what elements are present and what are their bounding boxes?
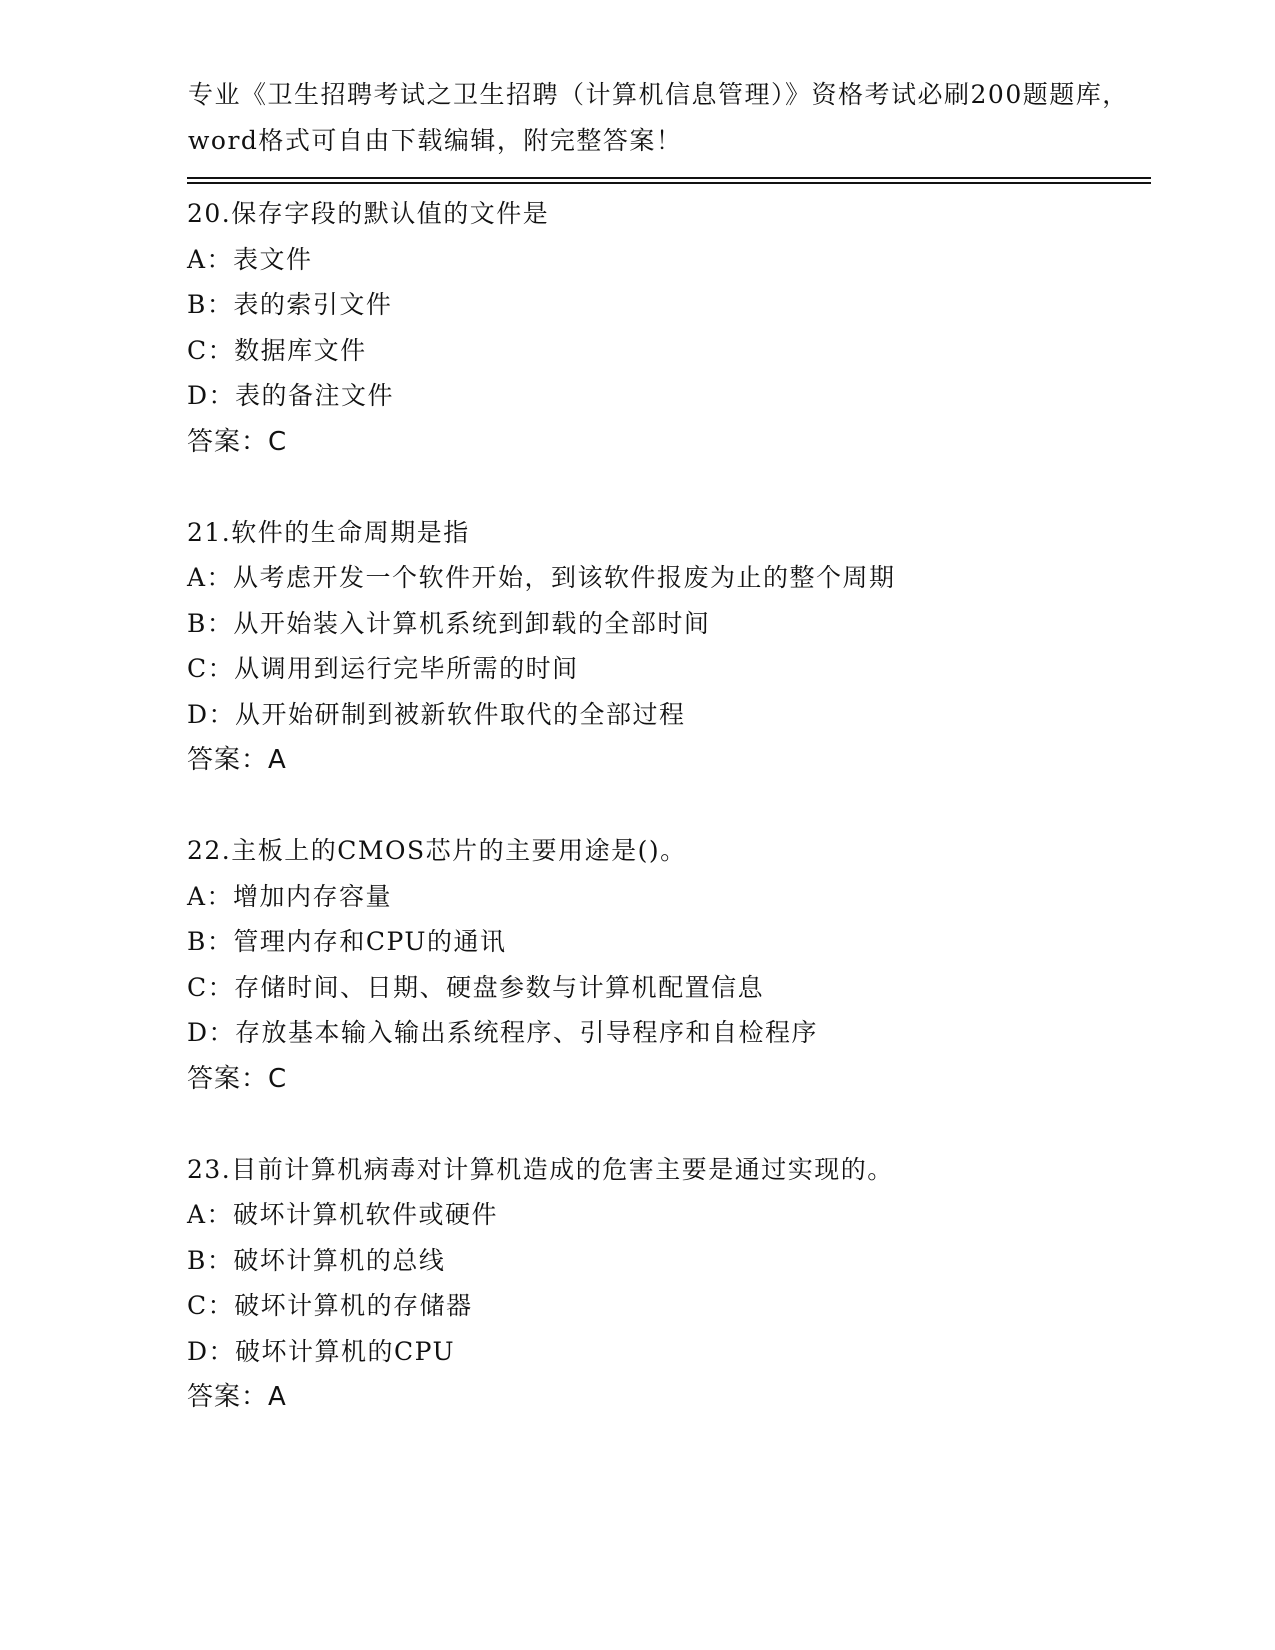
header-rule-bottom <box>187 182 1151 184</box>
option-a: A：破坏计算机软件或硬件 <box>187 1200 499 1229</box>
document-header <box>188 72 1129 163</box>
question-list <box>187 191 1187 1465</box>
question-stem: 20.保存字段的默认值的文件是 <box>187 199 550 228</box>
option-c: C：从调用到运行完毕所需的时间 <box>187 654 579 683</box>
header-line-1: 专业《卫生招聘考试之卫生招聘（计算机信息管理）》资格考试必刷200题题库， <box>188 80 1129 109</box>
option-d: D：破坏计算机的CPU <box>187 1336 456 1366</box>
option-a: A：表文件 <box>187 244 313 274</box>
answer-line: 答案：A <box>187 1382 287 1412</box>
option-b: B：破坏计算机的总线 <box>187 1245 446 1275</box>
option-b: B：表的索引文件 <box>187 290 393 319</box>
option-d: D：表的备注文件 <box>187 381 395 410</box>
option-a: A：从考虑开发一个软件开始，到该软件报废为止的整个周期 <box>187 563 896 592</box>
question-stem: 23.目前计算机病毒对计算机造成的危害主要是通过实现的。 <box>187 1154 894 1184</box>
question-21 <box>187 510 1187 785</box>
question-22 <box>187 828 1187 1103</box>
answer-line: 答案：C <box>187 426 288 457</box>
answer-line: 答案：A <box>187 745 287 775</box>
option-d: D：从开始研制到被新软件取代的全部过程 <box>187 699 686 729</box>
question-20 <box>187 191 1187 466</box>
header-line-2: word格式可自由下载编辑，附完整答案！ <box>188 125 683 155</box>
option-a: A：增加内存容量 <box>187 881 393 911</box>
question-23 <box>187 1147 1187 1422</box>
header-rule-top <box>187 177 1151 179</box>
option-c: C：存储时间、日期、硬盘参数与计算机配置信息 <box>187 972 765 1002</box>
option-c: C：破坏计算机的存储器 <box>187 1291 473 1320</box>
answer-line: 答案：C <box>187 1063 288 1094</box>
question-stem: 22.主板上的CMOS芯片的主要用途是()。 <box>187 836 687 865</box>
option-c: C：数据库文件 <box>187 335 367 365</box>
question-stem: 21.软件的生命周期是指 <box>187 517 470 547</box>
option-d: D：存放基本输入输出系统程序、引导程序和自检程序 <box>187 1018 819 1047</box>
option-b: B：从开始装入计算机系统到卸载的全部时间 <box>187 608 711 638</box>
option-b: B：管理内存和CPU的通讯 <box>187 927 507 956</box>
